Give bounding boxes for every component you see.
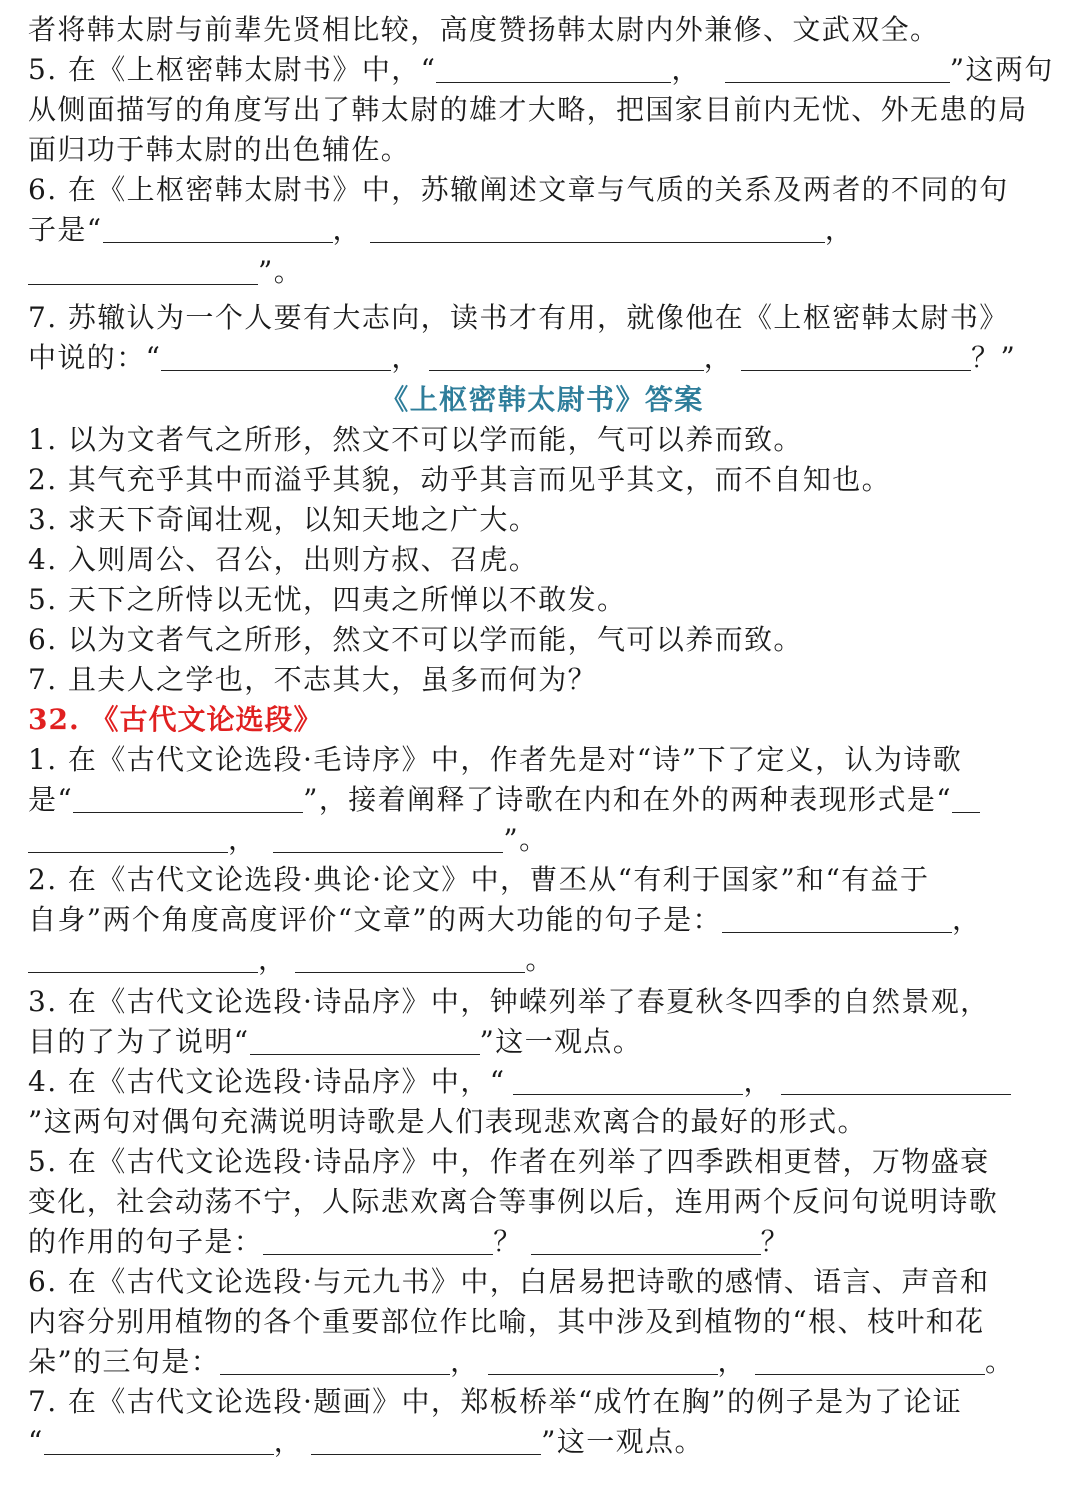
question-7-line-2 [28,338,1056,380]
answer-item: 2. 其气充乎其中而溢乎其貌，动乎其言而见乎其文，而不自知也。 [28,463,892,496]
section-q6-line-3 [28,1342,1056,1382]
answer-blank[interactable] [513,1066,743,1095]
text-fragment: ”，接着阐释了诗歌在内和在外的两种表现形式是“ [303,783,952,816]
text-line: 5. 在《古代文论选段·诗品序》中，作者在列举了四季跌相更替，万物盛衰 [28,1145,990,1178]
text-line: 1. 在《古代文论选段·毛诗序》中，作者先是对“诗”下了定义，认为诗歌 [28,743,963,776]
answer-blank[interactable] [531,1226,761,1255]
answer-blank[interactable] [44,1426,274,1455]
answer-blank[interactable] [263,1226,493,1255]
text-fragment: ？ [760,1225,791,1258]
text-fragment: “ [28,1425,44,1458]
text-line: 3. 在《古代文论选段·诗品序》中，钟嵘列举了春夏秋冬四季的自然景观， [28,985,990,1018]
text-line: 2. 在《古代文论选段·典论·论文》中，曹丕从“有利于国家”和“有益于 [28,863,930,896]
answer-blank[interactable] [781,1066,1011,1095]
answer-item: 4. 入则周公、召公，出则方叔、召虎。 [28,543,539,576]
text-line: 7. 苏辙认为一个人要有大志向，读书才有用，就像他在《上枢密韩太尉书》 [28,301,1009,334]
answer-item: 1. 以为文者气之所形，然文不可以学而能，气可以养而致。 [28,423,803,456]
text-fragment: 自身”两个角度高度评价“文章”的两大功能的句子是： [28,903,722,936]
answer-blank[interactable] [725,54,950,83]
section-q1-line-3 [28,820,1056,860]
answer-blank[interactable] [488,1346,718,1375]
section-q2-line-3 [28,940,1056,982]
text-fragment: ？ [493,1225,523,1258]
text-fragment: 的作用的句子是： [28,1225,264,1258]
answer-blank[interactable] [28,256,258,285]
text-fragment: ， [228,823,258,856]
answer-item: 7. 且夫人之学也，不志其大，虽多而何为？ [28,663,598,696]
answer-blank[interactable] [429,342,704,371]
text-line: 从侧面描写的角度写出了韩太尉的雄才大略，把国家目前内无忧、外无患的局 [28,93,1028,126]
answer-blank[interactable] [370,214,825,243]
text-fragment: ， [824,213,855,246]
text-fragment: 目的了为了说明“ [28,1025,250,1058]
section-q3-line-2 [28,1022,1056,1062]
text-line: 内容分别用植物的各个重要部位作比喻，其中涉及到植物的“根、枝叶和花 [28,1305,985,1338]
text-fragment: 。 [525,943,555,976]
answer-item: 3. 求天下奇闻壮观，以知天地之广大。 [28,503,539,536]
answer-blank[interactable] [73,784,303,813]
answer-blank[interactable] [28,944,258,973]
answer-blank[interactable] [161,342,391,371]
answer-item: 5. 天下之所恃以无忧，四夷之所惮以不敢发。 [28,583,627,616]
text-fragment: ， [717,1345,747,1378]
answer-blank[interactable] [311,1426,541,1455]
answer-blank[interactable] [741,342,971,371]
text-fragment: 是“ [28,783,74,816]
answer-blank[interactable] [250,1026,480,1055]
text-fragment: ”。 [258,255,304,288]
text-fragment: ”这一观点。 [541,1425,704,1458]
text-fragment: ， [671,53,701,86]
text-fragment: 。 [984,1345,1015,1378]
text-fragment: 子是“ [28,213,103,246]
text-line: 6. 在《古代文论选段·与元九书》中，白居易把诗歌的感情、语言、声音和 [28,1265,990,1298]
text-fragment: ， [258,943,288,976]
answer-blank[interactable] [295,944,525,973]
text-line: 者将韩太尉与前辈先贤相比较，高度赞扬韩太尉内外兼修、文武双全。 [28,13,940,46]
text-line: 7. 在《古代文论选段·题画》中，郑板桥举“成竹在胸”的例子是为了论证 [28,1385,963,1418]
text-fragment: ”。 [503,823,549,856]
section-q4-line-1 [28,1062,1056,1102]
text-line: 变化，社会动荡不宁，人际悲欢离合等事例以后，连用两个反问句说明诗歌 [28,1185,999,1218]
section-q2-line-2 [28,900,1056,940]
section-title: 32. 《古代文论选段》 [28,703,323,736]
text-fragment: ， [450,1345,480,1378]
answer-blank[interactable] [28,824,228,853]
answer-blank[interactable] [220,1346,450,1375]
text-fragment: 朵”的三句是： [28,1345,221,1378]
answer-section-title: 《上枢密韩太尉书》答案 [380,383,704,416]
text-fragment: ， [391,341,421,374]
text-line: 6. 在《上枢密韩太尉书》中，苏辙阐述文章与气质的关系及两者的不同的句 [28,173,1009,206]
text-fragment: ， [951,903,982,936]
section-q5-line-3 [28,1222,1056,1262]
text-fragment: ”这一观点。 [479,1025,643,1058]
question-6-line-2 [28,210,1056,252]
question-5-line-1 [28,50,1056,90]
text-fragment: ， [743,1065,773,1098]
answer-blank[interactable] [952,784,980,813]
answer-blank[interactable] [436,54,671,83]
text-fragment: 5. 在《上枢密韩太尉书》中，“ [28,53,437,86]
text-fragment: ？” [971,341,1017,374]
text-fragment: ， [332,213,362,246]
answer-blank[interactable] [273,824,503,853]
text-fragment: 中说的：“ [28,341,162,374]
text-fragment: 4. 在《古代文论选段·诗品序》中，“ [28,1065,506,1098]
text-fragment: ， [703,341,734,374]
answer-item: 6. 以为文者气之所形，然文不可以学而能，气可以养而致。 [28,623,803,656]
question-6-line-3 [28,252,1056,294]
section-q7-line-2 [28,1422,1056,1462]
section-q1-line-2 [28,780,1056,820]
answer-blank[interactable] [755,1346,985,1375]
text-fragment: ， [273,1425,304,1458]
text-fragment: ”这两句 [949,53,1054,86]
answer-blank[interactable] [103,214,333,243]
answer-blank[interactable] [722,904,952,933]
text-line: 面归功于韩太尉的出色辅佐。 [28,133,411,166]
text-line: ”这两句对偶句充满说明诗歌是人们表现悲欢离合的最好的形式。 [28,1105,867,1138]
